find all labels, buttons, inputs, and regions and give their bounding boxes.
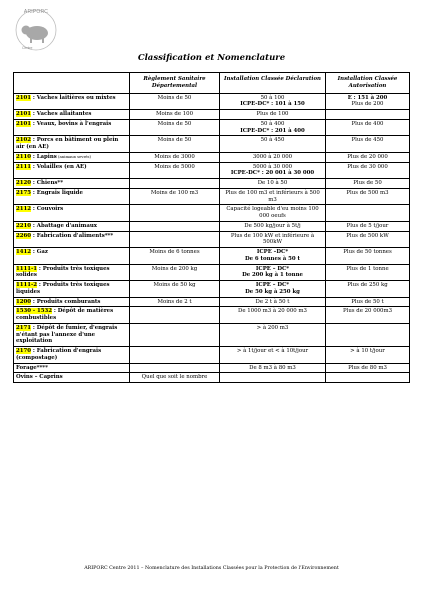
rubrique-label: Ovins – Caprins — [16, 374, 63, 381]
cell-line: 50 à 400 — [260, 120, 285, 127]
declaration-cell — [220, 323, 326, 346]
rubrique-code: 1111-1 — [16, 265, 37, 272]
table-row — [14, 179, 410, 189]
declaration-cell — [220, 221, 326, 231]
autorisation-cell — [326, 281, 410, 298]
logo-name: ARIPORC — [23, 9, 49, 15]
rsd-cell: Moins de 50 — [130, 136, 220, 153]
cell-line: Plus de 200 — [351, 101, 384, 108]
rubrique-code: 2210 — [16, 222, 32, 229]
autorisation-cell — [326, 347, 410, 364]
rsd-cell: Moins de 5000 — [130, 162, 220, 179]
declaration-cell — [220, 248, 326, 265]
rubrique-cell — [14, 231, 130, 248]
cell-line: Plus de 250 kg — [347, 282, 388, 288]
rubrique-code: 2120 — [16, 180, 32, 186]
rsd-cell — [130, 347, 220, 364]
page-title: Classification et Nomenclature — [137, 53, 286, 63]
rubrique-cell — [14, 281, 130, 298]
rubrique-cell — [14, 205, 130, 222]
declaration-cell — [220, 205, 326, 222]
table-row — [14, 373, 410, 383]
declaration-cell — [220, 110, 326, 120]
autorisation-cell — [326, 136, 410, 153]
rubrique-code: 2110 — [16, 153, 32, 160]
rubrique-code: 2112 — [16, 206, 32, 213]
autorisation-cell — [326, 119, 410, 136]
header-cell — [14, 73, 130, 94]
rubrique-label: : Gaz — [31, 249, 48, 255]
cell-line: E : 151 à 200 — [347, 94, 388, 101]
table-row — [14, 205, 410, 222]
table-row — [14, 347, 410, 364]
rubrique-code: 2175 — [16, 189, 32, 196]
cell-line: > à 200 m3 — [256, 324, 289, 331]
cell-line: Plus de 100 kW et inférieure à 500kW — [230, 232, 315, 246]
rubrique-label: : Dépôt de matières combustibles — [16, 308, 114, 321]
rsd-cell: Moins de 100 m3 — [130, 188, 220, 205]
declaration-cell — [220, 264, 326, 281]
nomenclature-table — [13, 72, 410, 383]
autorisation-cell — [326, 162, 410, 179]
rubrique-label: : Engrais liquide — [31, 189, 83, 196]
autorisation-cell — [326, 323, 410, 346]
cell-line: 5000 à 30 000 — [252, 163, 293, 170]
table-row — [14, 297, 410, 307]
cell-line: Plus de 500 m3 — [346, 189, 389, 196]
rubrique-code: 2171 — [16, 324, 32, 331]
declaration-cell — [220, 93, 326, 110]
table-row — [14, 188, 410, 205]
table-body — [14, 93, 410, 383]
cell-line: > à 1t/jour et < à 10t/jour — [236, 348, 309, 354]
cell-line: ICPE-DC* : 20 001 à 30 000 — [230, 170, 315, 177]
rubrique-cell — [14, 221, 130, 231]
rubrique-label: : Veaux, bovins à l'engrais — [31, 120, 112, 127]
rubrique-cell — [14, 297, 130, 307]
cell-line: ICPE-DC* : 101 à 150 — [240, 101, 305, 108]
cell-line: De 6 tonnes à 50 t — [244, 255, 301, 262]
rubrique-cell — [14, 248, 130, 265]
logo-sub: Centre — [22, 46, 33, 50]
rubrique-cell — [14, 152, 130, 162]
table-row — [14, 162, 410, 179]
cell-line: Plus de 80 m3 — [348, 364, 387, 371]
rubrique-cell — [14, 188, 130, 205]
cell-line: De 2 t à 50 t — [255, 298, 290, 305]
rubrique-cell — [14, 162, 130, 179]
cell-line: De 200 kg à 1 tonne — [242, 272, 303, 279]
cell-line: De 10 à 50 — [257, 180, 288, 186]
cell-line: Plus de 50 tonnes — [343, 249, 392, 255]
declaration-cell — [220, 363, 326, 373]
autorisation-cell — [326, 297, 410, 307]
cell-line: Plus de 400 — [351, 120, 384, 127]
table-row — [14, 264, 410, 281]
rubrique-cell — [14, 347, 130, 364]
autorisation-cell — [326, 221, 410, 231]
rsd-cell: Moins de 3000 — [130, 152, 220, 162]
declaration-cell — [220, 373, 326, 383]
cell-line: Plus de 20 000 — [347, 153, 388, 160]
cell-line: Plus de 20 000m3 — [342, 308, 393, 315]
cell-line: ICPE –DC* — [256, 249, 289, 255]
autorisation-cell — [326, 307, 410, 324]
autorisation-cell — [326, 205, 410, 222]
cell-line: Plus de 100 m3 et inférieurs à 500 m3 — [225, 189, 320, 203]
cell-line: Plus de 30 000 — [347, 163, 388, 170]
autorisation-cell — [326, 248, 410, 265]
cell-line: De 8 m3 à 80 m3 — [249, 364, 296, 371]
rsd-cell — [130, 307, 220, 324]
autorisation-cell — [326, 231, 410, 248]
rsd-cell — [130, 363, 220, 373]
rubrique-code: 2101 — [16, 120, 32, 127]
rubrique-cell — [14, 264, 130, 281]
rsd-cell — [130, 323, 220, 346]
cell-line: Plus de 500 kW — [346, 232, 389, 239]
rubrique-cell — [14, 93, 130, 110]
rubrique-cell — [14, 179, 130, 189]
cell-line: Plus de 1 tonne — [346, 265, 389, 272]
rubrique-code: 2170 — [16, 348, 32, 354]
table-row — [14, 231, 410, 248]
declaration-cell — [220, 281, 326, 298]
rubrique-cell — [14, 110, 130, 120]
autorisation-cell — [326, 152, 410, 162]
rubrique-cell — [14, 323, 130, 346]
header-declaration: Installation Classée Déclaration — [220, 73, 326, 94]
rubrique-label: : Abattage d'animaux — [31, 222, 97, 229]
rsd-cell: Moins de 200 kg — [130, 264, 220, 281]
declaration-cell — [220, 297, 326, 307]
declaration-cell — [220, 307, 326, 324]
rsd-cell: Moins de 6 tonnes — [130, 248, 220, 265]
cell-line: ICPE – DC* — [255, 282, 290, 288]
rubrique-label: : Produits comburants — [31, 298, 101, 305]
autorisation-cell — [326, 373, 410, 383]
table-row — [14, 248, 410, 265]
rsd-cell: Quel que soit le nombre — [130, 373, 220, 383]
declaration-cell — [220, 188, 326, 205]
rubrique-code: 2260 — [16, 232, 32, 239]
rubrique-label: : Porcs en bâtiment ou plein air (en AE) — [16, 137, 119, 150]
rubrique-label: : Vaches allaitantes — [31, 111, 92, 117]
rubrique-label: : Couvoirs — [31, 206, 64, 213]
cell-line: Plus de 450 — [351, 137, 384, 144]
rsd-cell: Moins de 2 t — [130, 297, 220, 307]
cell-line: De 500 kg/jour à 5t/j — [244, 222, 301, 229]
rubrique-cell — [14, 363, 130, 373]
rubrique-label: : Lapins — [31, 153, 57, 160]
cell-line: Plus de 100 — [256, 111, 289, 117]
cell-line: 50 à 100 — [260, 94, 285, 101]
cell-line: 50 à 450 — [260, 137, 285, 144]
autorisation-cell — [326, 179, 410, 189]
rubrique-code: 1530 - 1532 — [16, 308, 52, 315]
table-row — [14, 363, 410, 373]
table-header-row — [14, 73, 410, 94]
rubrique-code: 1111-2 — [16, 282, 37, 288]
rubrique-label: : Fabrication d'aliments*** — [31, 232, 114, 239]
rubrique-code: 2102 — [16, 137, 32, 144]
declaration-cell — [220, 347, 326, 364]
declaration-cell — [220, 136, 326, 153]
rubrique-label: : Fabrication d'engrais (compostage) — [16, 348, 102, 361]
autorisation-cell — [326, 110, 410, 120]
rsd-cell: Moins de 50 — [130, 93, 220, 110]
table-row — [14, 152, 410, 162]
cell-line: Plus de 50 — [353, 180, 382, 186]
declaration-cell — [220, 162, 326, 179]
declaration-cell — [220, 179, 326, 189]
cell-line: Plus de 50 t — [351, 298, 384, 305]
header-autorisation: Installation Classée Autorisation — [326, 73, 410, 94]
rubrique-label: : Produits très toxiques solides — [16, 265, 110, 279]
rsd-cell: Moins de 50 — [130, 119, 220, 136]
rubrique-label: : Chiens** — [31, 180, 64, 186]
rsd-cell — [130, 231, 220, 248]
cell-line: ICPE-DC* : 201 à 400 — [240, 127, 305, 134]
rubrique-cell — [14, 119, 130, 136]
rubrique-code: 2101 — [16, 111, 32, 117]
rubrique-code: 1200 — [16, 298, 32, 305]
autorisation-cell — [326, 93, 410, 110]
rsd-cell — [130, 205, 220, 222]
table-row — [14, 221, 410, 231]
table-row — [14, 307, 410, 324]
table-row — [14, 136, 410, 153]
rubrique-label: : Volailles (en AE) — [31, 163, 87, 170]
rubrique-label: Forage**** — [16, 364, 48, 371]
table-row — [14, 110, 410, 120]
cell-line: De 1000 m3 à 20 000 m3 — [238, 308, 307, 315]
table-row — [14, 323, 410, 346]
cell-line: Plus de 5 t/jour — [346, 222, 389, 229]
rubrique-label: : Vaches laitières ou mixtes — [31, 94, 116, 101]
cell-line: Capacité logeable d'eu moins 100 000 oeufs — [226, 206, 319, 219]
rubrique-code: 2111 — [16, 163, 32, 170]
cell-line: > à 10 t/jour — [350, 348, 385, 354]
autorisation-cell — [326, 363, 410, 373]
rubrique-code: 1412 — [16, 249, 32, 255]
rubrique-code: 2101 — [16, 94, 32, 101]
page-footer: ARIPORC Centre 2011 – Nomenclature des Installations Classées pour la Protection de l'Environnement — [84, 566, 339, 571]
rubrique-cell — [14, 373, 130, 383]
rubrique-label: : Produits très toxiques liquides — [16, 282, 110, 295]
header-rsd: Règlement Sanitaire Départemental — [130, 73, 220, 94]
rsd-cell: Moins de 50 kg — [130, 281, 220, 298]
rubrique-note: (animaux sevrés) — [56, 153, 91, 159]
table-row — [14, 93, 410, 110]
cell-line: 3000 à 20 000 — [252, 153, 293, 160]
cell-line: ICPE – DC* — [255, 265, 290, 272]
autorisation-cell — [326, 188, 410, 205]
cell-line: De 50 kg à 250 kg — [245, 288, 300, 295]
rubrique-cell — [14, 307, 130, 324]
table-row — [14, 281, 410, 298]
declaration-cell — [220, 119, 326, 136]
declaration-cell — [220, 152, 326, 162]
declaration-cell — [220, 231, 326, 248]
rsd-cell: Moins de 100 — [130, 110, 220, 120]
autorisation-cell — [326, 264, 410, 281]
rsd-cell — [130, 179, 220, 189]
rubrique-cell — [14, 136, 130, 153]
rsd-cell — [130, 221, 220, 231]
table-row — [14, 119, 410, 136]
rubrique-label: : Dépôt de fumier, d'engrais n'étant pas l'annexe d'une exploitation — [16, 324, 118, 345]
